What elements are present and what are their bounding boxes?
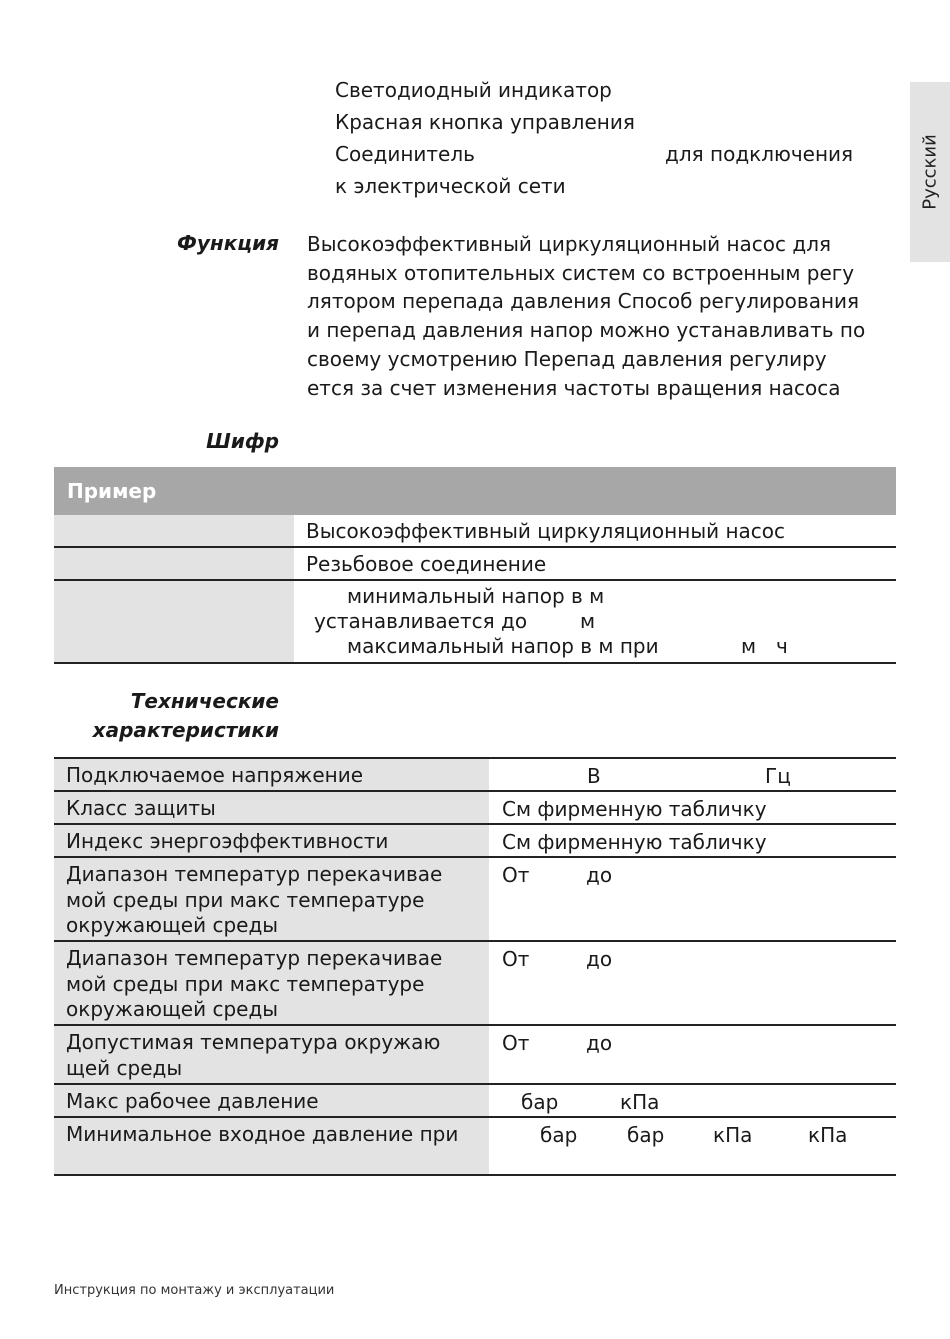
table-row <box>54 825 896 858</box>
spec-value: В Гц <box>587 764 791 788</box>
tech-table <box>54 757 896 1176</box>
head-max-text: максимальный напор в м при <box>347 634 659 658</box>
function-line: ется за счет изменения частоты вращения насоса <box>307 375 841 400</box>
example-label: Пример <box>67 479 157 503</box>
function-line: и перепад давления напор можно устанавливать по <box>307 318 866 343</box>
example-header <box>54 467 896 515</box>
function-heading: Функция <box>177 231 279 255</box>
head-max-unit: м <box>741 634 757 658</box>
table-row <box>54 1118 896 1176</box>
code-description: Резьбовое соединение <box>306 551 547 576</box>
intro-line-connector: Соединитель <box>335 142 475 166</box>
head-min-text: минимальный напор в м <box>347 584 605 608</box>
code-description-head <box>294 581 896 662</box>
code-heading: Шифр <box>206 429 279 453</box>
table-row <box>54 858 896 942</box>
spec-label: Индекс энергоэффективности <box>54 825 489 856</box>
table-row <box>54 548 896 581</box>
intro-line-connector-purpose: для подключения <box>665 142 854 166</box>
language-tab-label: Русский <box>919 134 941 210</box>
spec-label: Диапазон температур перекачивае мой среды при макс температуре окружающей среды <box>54 858 489 940</box>
head-set-unit: м <box>580 609 596 633</box>
spec-value: бар кПа <box>521 1090 660 1114</box>
function-line: Высокоэффективный циркуляционный насос для <box>307 232 832 256</box>
code-cell <box>54 515 294 546</box>
spec-value: См фирменную табличку <box>502 830 767 854</box>
spec-label: Подключаемое напряжение <box>54 759 489 790</box>
head-flow-unit: ч <box>776 634 788 658</box>
table-row <box>54 759 896 792</box>
function-line: лятором перепада давления Способ регулирования <box>307 289 860 314</box>
spec-value: См фирменную табличку <box>502 797 767 821</box>
example-table <box>54 467 896 664</box>
head-set-text: устанавливается до <box>314 609 528 633</box>
tech-heading-line1: Технические <box>130 689 279 713</box>
intro-line-red-button: Красная кнопка управления <box>335 110 635 134</box>
spec-label: Диапазон температур перекачивае мой среды при макс температуре окружающей среды <box>54 942 489 1024</box>
spec-value: От до <box>502 1031 613 1055</box>
language-tab <box>910 82 950 262</box>
spec-label: Допустимая температура окружаю щей среды <box>54 1026 489 1083</box>
spec-value: От до <box>502 947 613 971</box>
code-cell <box>54 548 294 579</box>
spec-label: Макс рабочее давление <box>54 1085 489 1116</box>
spec-label: Минимальное входное давление при <box>54 1118 489 1174</box>
tech-heading-line2: характеристики <box>92 718 279 742</box>
table-row <box>54 581 896 664</box>
footer-text: Инструкция по монтажу и эксплуатации <box>54 1283 335 1298</box>
intro-line-led: Светодиодный индикатор <box>335 78 612 102</box>
function-line: водяных отопительных систем со встроенным регу <box>307 260 855 285</box>
table-row <box>54 515 896 548</box>
table-row <box>54 1026 896 1085</box>
spec-value: От до <box>502 863 613 887</box>
code-description: Высокоэффективный циркуляционный насос <box>306 518 786 543</box>
table-row <box>54 1085 896 1118</box>
function-line: своему усмотрению Перепад давления регулиру <box>307 346 827 371</box>
function-text <box>307 230 907 402</box>
table-row <box>54 792 896 825</box>
spec-label: Класс защиты <box>54 792 489 823</box>
table-row <box>54 942 896 1026</box>
intro-line-mains: к электрической сети <box>335 174 566 198</box>
spec-value: бар бар кПа кПа <box>540 1123 848 1147</box>
code-cell <box>54 581 294 662</box>
